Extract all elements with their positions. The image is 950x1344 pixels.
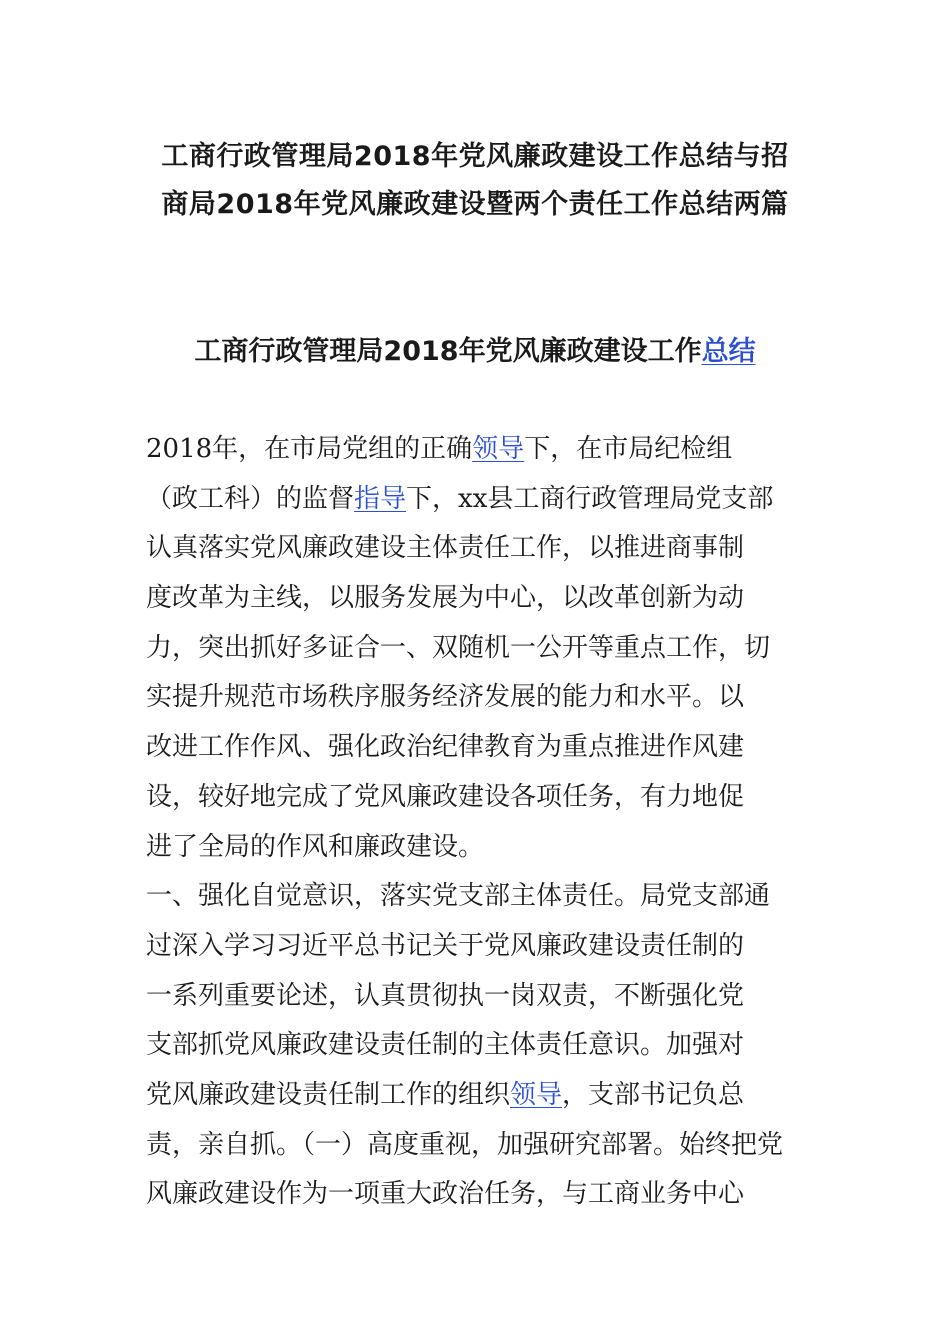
title-line-1: 工商行政管理局2018年党风廉政建设工作总结与招 <box>161 141 789 172</box>
body-text-segment: 实提升规范市场秩序服务经济发展的能力和水平。以 <box>146 682 745 713</box>
body-text-segment: 下，xx县工商行政管理局党支部 <box>406 483 774 514</box>
body-text-segment: ，支部书记负总 <box>562 1079 745 1110</box>
body-line <box>146 524 806 574</box>
body-text-segment: 风廉政建设作为一项重大政治任务，与工商业务中心 <box>146 1179 745 1210</box>
body-line <box>146 723 806 773</box>
body-line <box>146 425 806 475</box>
body-text-segment: 进了全局的作风和廉政建设。 <box>146 831 485 862</box>
section-title-text: 工商行政管理局2018年党风廉政建设工作 <box>194 336 702 367</box>
body-line <box>146 872 806 922</box>
body-line <box>146 673 806 723</box>
body-line <box>146 1071 806 1121</box>
body-text-segment: 下，在市局纪检组 <box>524 434 733 464</box>
body-text-segment: 度改革为主线，以服务发展为中心，以改革创新为动 <box>146 583 745 614</box>
body-text-segment: 力，突出抓好多证合一、双随机一公开等重点工作，切 <box>146 632 771 663</box>
body-line <box>146 1021 806 1071</box>
body-text-segment: 过深入学习习近平总书记关于党风廉政建设责任制的 <box>146 930 745 961</box>
body-line <box>146 1121 806 1171</box>
body-line <box>146 574 806 624</box>
body-text-segment: 党风廉政建设责任制工作的组织 <box>146 1079 511 1110</box>
body-text-segment: 认真落实党风廉政建设主体责任工作，以推进商事制 <box>146 533 745 564</box>
inline-link[interactable]: 指导 <box>354 483 407 514</box>
body-line <box>146 475 806 525</box>
body-line <box>146 624 806 674</box>
section-title-link[interactable]: 总结 <box>701 336 756 367</box>
body-line <box>146 1170 806 1220</box>
body-text-segment: 责，亲自抓。（一）高度重视，加强研究部署。始终把党 <box>146 1129 784 1160</box>
body-text-segment: 2018年，在市局党组的正确 <box>146 434 473 464</box>
body-line <box>146 972 806 1022</box>
body-paragraphs <box>146 425 806 1220</box>
body-text-segment: 改进工作作风、强化政治纪律教育为重点推进作风建 <box>146 732 745 763</box>
body-text-segment: 一系列重要论述，认真贯彻执一岗双责，不断强化党 <box>146 980 745 1011</box>
body-text-segment: 一、强化自觉意识，落实党支部主体责任。局党支部通 <box>146 881 771 912</box>
body-line <box>146 773 806 823</box>
body-text-segment: 支部抓党风廉政建设责任制的主体责任意识。加强对 <box>146 1030 745 1061</box>
body-text-segment: （政工科）的监督 <box>146 483 355 514</box>
section-title <box>120 328 830 376</box>
body-text-segment: 设，较好地完成了党风廉政建设各项任务，有力地促 <box>146 781 745 812</box>
inline-link[interactable]: 领导 <box>472 434 525 464</box>
document-title <box>120 133 830 229</box>
body-line <box>146 922 806 972</box>
body-line <box>146 823 806 873</box>
title-line-2: 商局2018年党风廉政建设暨两个责任工作总结两篇 <box>161 189 789 220</box>
inline-link[interactable]: 领导 <box>510 1079 563 1110</box>
